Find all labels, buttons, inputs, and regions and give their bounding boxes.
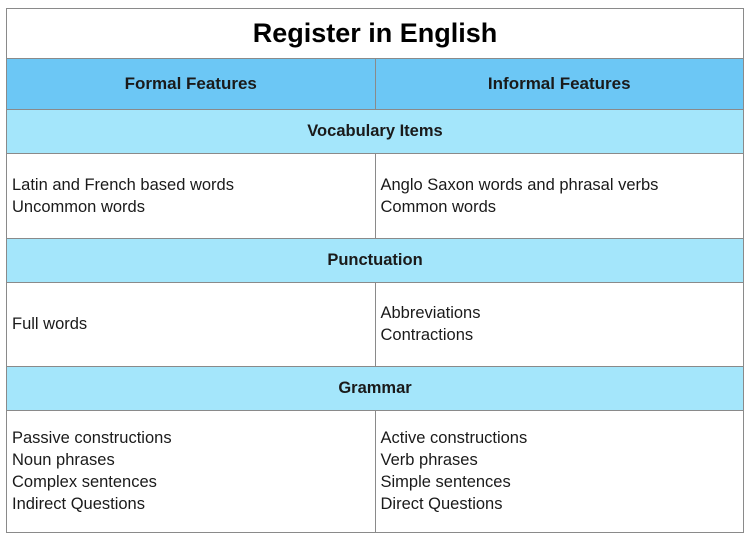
cell-line: Anglo Saxon words and phrasal verbs bbox=[380, 175, 659, 194]
cell-line: Full words bbox=[12, 315, 88, 333]
cell-line: Abbreviations bbox=[380, 304, 481, 322]
cell-line: Contractions bbox=[380, 326, 474, 344]
section-heading-punctuation: Punctuation bbox=[7, 238, 743, 282]
register-table bbox=[7, 9, 743, 532]
table-title: Register in English bbox=[7, 9, 743, 58]
cell-line: Common words bbox=[380, 197, 497, 216]
formal-cell-punctuation bbox=[7, 282, 375, 366]
informal-cell-grammar bbox=[375, 410, 743, 532]
register-table-container bbox=[6, 8, 744, 533]
cell-line: Passive constructions bbox=[12, 429, 172, 448]
cell-line: Indirect Questions bbox=[12, 495, 145, 514]
title-row bbox=[7, 9, 743, 58]
cell-line: Latin and French based words bbox=[12, 175, 234, 194]
formal-cell-vocabulary bbox=[7, 153, 375, 238]
section-header-row bbox=[7, 238, 743, 282]
section-header-row bbox=[7, 109, 743, 153]
section-heading-grammar: Grammar bbox=[7, 366, 743, 410]
section-heading-vocabulary: Vocabulary Items bbox=[7, 109, 743, 153]
section-header-row bbox=[7, 366, 743, 410]
cell-line: Direct Questions bbox=[380, 495, 503, 514]
informal-cell-vocabulary bbox=[375, 153, 743, 238]
cell-line: Noun phrases bbox=[12, 451, 115, 470]
informal-cell-punctuation bbox=[375, 282, 743, 366]
section-body-row bbox=[7, 282, 743, 366]
cell-line: Complex sentences bbox=[12, 473, 157, 492]
cell-line: Uncommon words bbox=[12, 197, 145, 216]
section-body-row bbox=[7, 153, 743, 238]
cell-line: Verb phrases bbox=[380, 451, 478, 470]
column-header-informal: Informal Features bbox=[375, 58, 743, 109]
column-header-formal: Formal Features bbox=[7, 58, 375, 109]
section-body-row bbox=[7, 410, 743, 532]
cell-line: Active constructions bbox=[380, 429, 528, 448]
cell-line: Simple sentences bbox=[380, 473, 511, 492]
formal-cell-grammar bbox=[7, 410, 375, 532]
column-header-row bbox=[7, 58, 743, 109]
